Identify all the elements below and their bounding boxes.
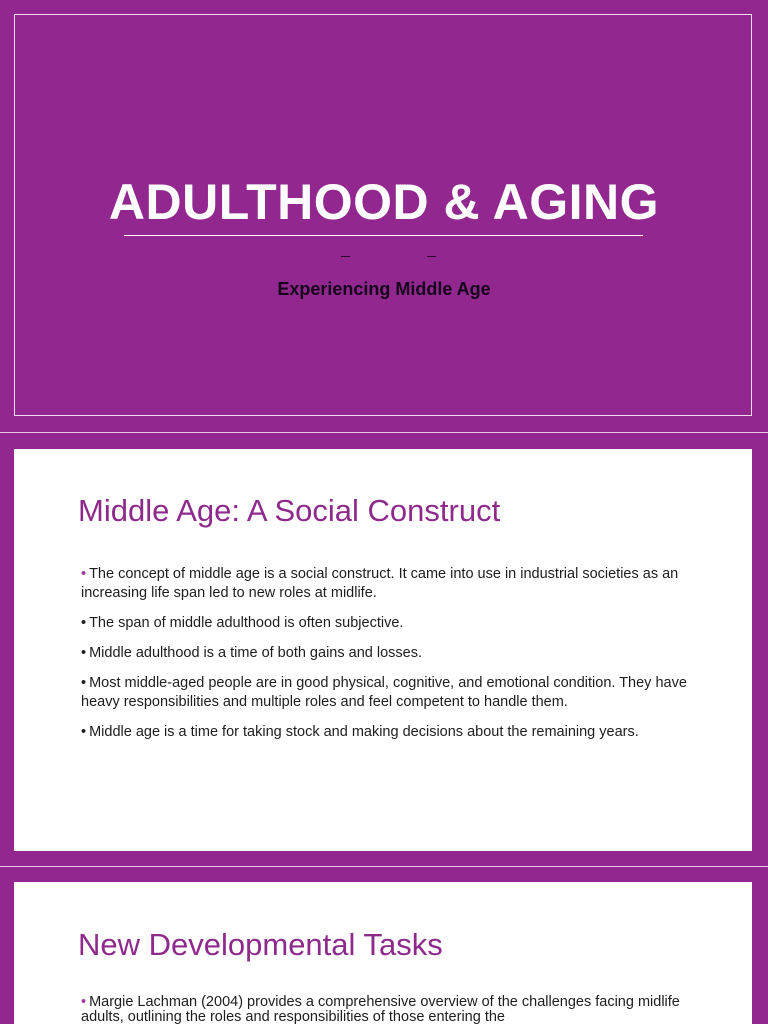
- bullet-text: Middle adulthood is a time of both gains and losses.: [89, 645, 422, 661]
- bullet-item: [81, 644, 693, 663]
- decorative-dash-left: [341, 256, 350, 257]
- bullet-item: [81, 723, 693, 742]
- bullet-icon: •: [81, 615, 87, 631]
- presentation-subtitle: Experiencing Middle Age: [277, 279, 491, 299]
- bullet-text: Most middle-aged people are in good physical, cognitive, and emotional condition. They have heavy responsibilities and multiple roles and feel competent to handle them.: [81, 675, 687, 710]
- bullet-text: The concept of middle age is a social construct. It came into use in industrial societies as an increasing life span led to new roles at midlife.: [81, 566, 679, 601]
- slide-heading: New Developmental Tasks: [78, 927, 443, 962]
- decorative-dash-right: [427, 256, 436, 257]
- bullet-icon: •: [81, 994, 87, 1010]
- presentation-title: ADULTHOOD & AGING: [108, 174, 660, 230]
- bullet-item: [81, 995, 693, 1024]
- title-underline: [124, 235, 643, 236]
- title-slide: [0, 0, 768, 432]
- slide-heading: Middle Age: A Social Construct: [78, 493, 501, 528]
- bullet-icon: •: [81, 645, 87, 661]
- bullet-text: Margie Lachman (2004) provides a comprehensive overview of the challenges facing midlife adults, outlining the roles and responsibilities of those entering the: [81, 994, 680, 1024]
- bullet-text: Middle age is a time for taking stock and making decisions about the remaining years.: [89, 724, 639, 740]
- bullet-list: [81, 565, 693, 753]
- slide-new-developmental-tasks: [14, 882, 752, 1024]
- bullet-icon: •: [81, 675, 87, 691]
- slide-divider: [0, 432, 768, 433]
- bullet-icon: •: [81, 724, 87, 740]
- bullet-item: [81, 674, 693, 712]
- bullet-item: [81, 565, 693, 603]
- bullet-list: [81, 995, 693, 1024]
- bullet-text: The span of middle adulthood is often subjective.: [89, 615, 404, 631]
- slide-divider: [0, 866, 768, 867]
- slide-middle-age-social-construct: [14, 449, 752, 851]
- bullet-item: [81, 614, 693, 633]
- bullet-icon: •: [81, 566, 87, 582]
